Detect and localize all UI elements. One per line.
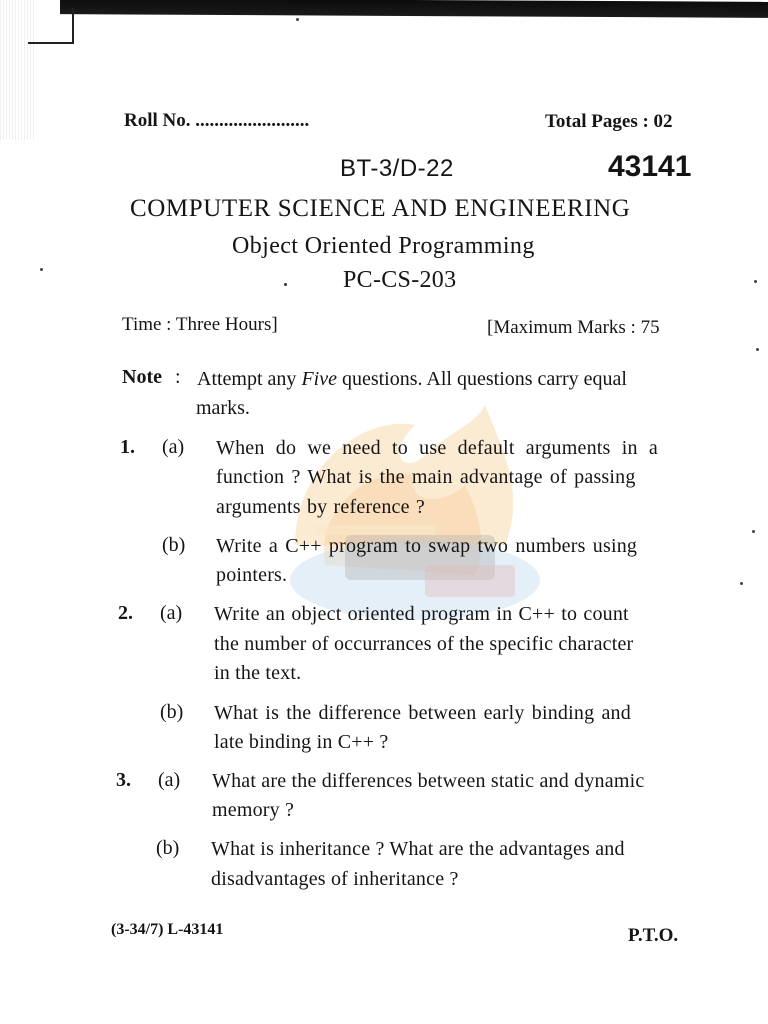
question-text-line: arguments by reference ? [216,496,425,518]
question-text-line: Write a C++ program to swap two numbers using [216,535,638,557]
note-text-pre: Attempt any [197,368,302,390]
question-number: 1. [120,436,135,458]
question-part-label: (a) [160,602,183,624]
question-text-line: function ? What is the main advantage of passing [216,466,636,488]
question-number: 3. [116,769,131,791]
question-part-label: (b) [156,837,180,859]
scan-speck [756,348,759,351]
scan-corner-mark [28,8,74,44]
scan-speck [740,582,743,585]
maximum-marks: [Maximum Marks : 75 [487,317,660,338]
question-text-line: in the text. [214,662,302,684]
question-part-label: (b) [160,701,184,723]
question-text-line: disadvantages of inheritance ? [211,868,459,890]
exam-time: Time : Three Hours] [122,314,278,335]
scan-speck [296,18,299,21]
note-text-post: questions. All questions carry equal [336,368,627,390]
question-text-line: When do we need to use default arguments in a [216,437,658,459]
note-text-line-2: marks. [196,397,250,419]
question-part-label: (b) [162,534,186,556]
roll-number-field: Roll No. ........................ [124,110,310,131]
question-text-line: pointers. [216,564,288,586]
course-code: PC-CS-203 [343,267,457,293]
subject-title: COMPUTER SCIENCE AND ENGINEERING [130,195,631,222]
scan-edge-top [60,0,768,18]
question-text-line: Write an object oriented program in C++ to count [214,603,629,625]
scan-speck [752,530,755,533]
question-text-line: What are the differences between static and dynamic [212,770,645,792]
please-turn-over: P.T.O. [628,925,679,946]
question-text-line: What is inheritance ? What are the advantages and [211,838,625,860]
note-label: Note [122,366,162,388]
question-text-line: the number of occurrances of the specific character [214,633,634,655]
course-title: Object Oriented Programming [232,233,535,259]
footer-code: (3-34/7) L-43141 [111,921,224,938]
question-text-line: late binding in C++ ? [214,731,389,753]
scan-speck [40,268,43,271]
note-text-line-1 [197,368,627,391]
question-text-line: memory ? [212,799,295,821]
paper-code: BT-3/D-22 [340,155,454,182]
stray-dot [284,283,287,286]
question-number: 2. [118,602,133,624]
question-text-line: What is the difference between early binding and [214,702,631,724]
note-colon: : [175,366,181,388]
paper-number: 43141 [608,150,692,183]
note-text-emphasis: Five [301,368,337,390]
total-pages: Total Pages : 02 [545,111,673,132]
question-part-label: (a) [162,436,185,458]
question-part-label: (a) [158,769,181,791]
scan-speck [754,280,757,283]
